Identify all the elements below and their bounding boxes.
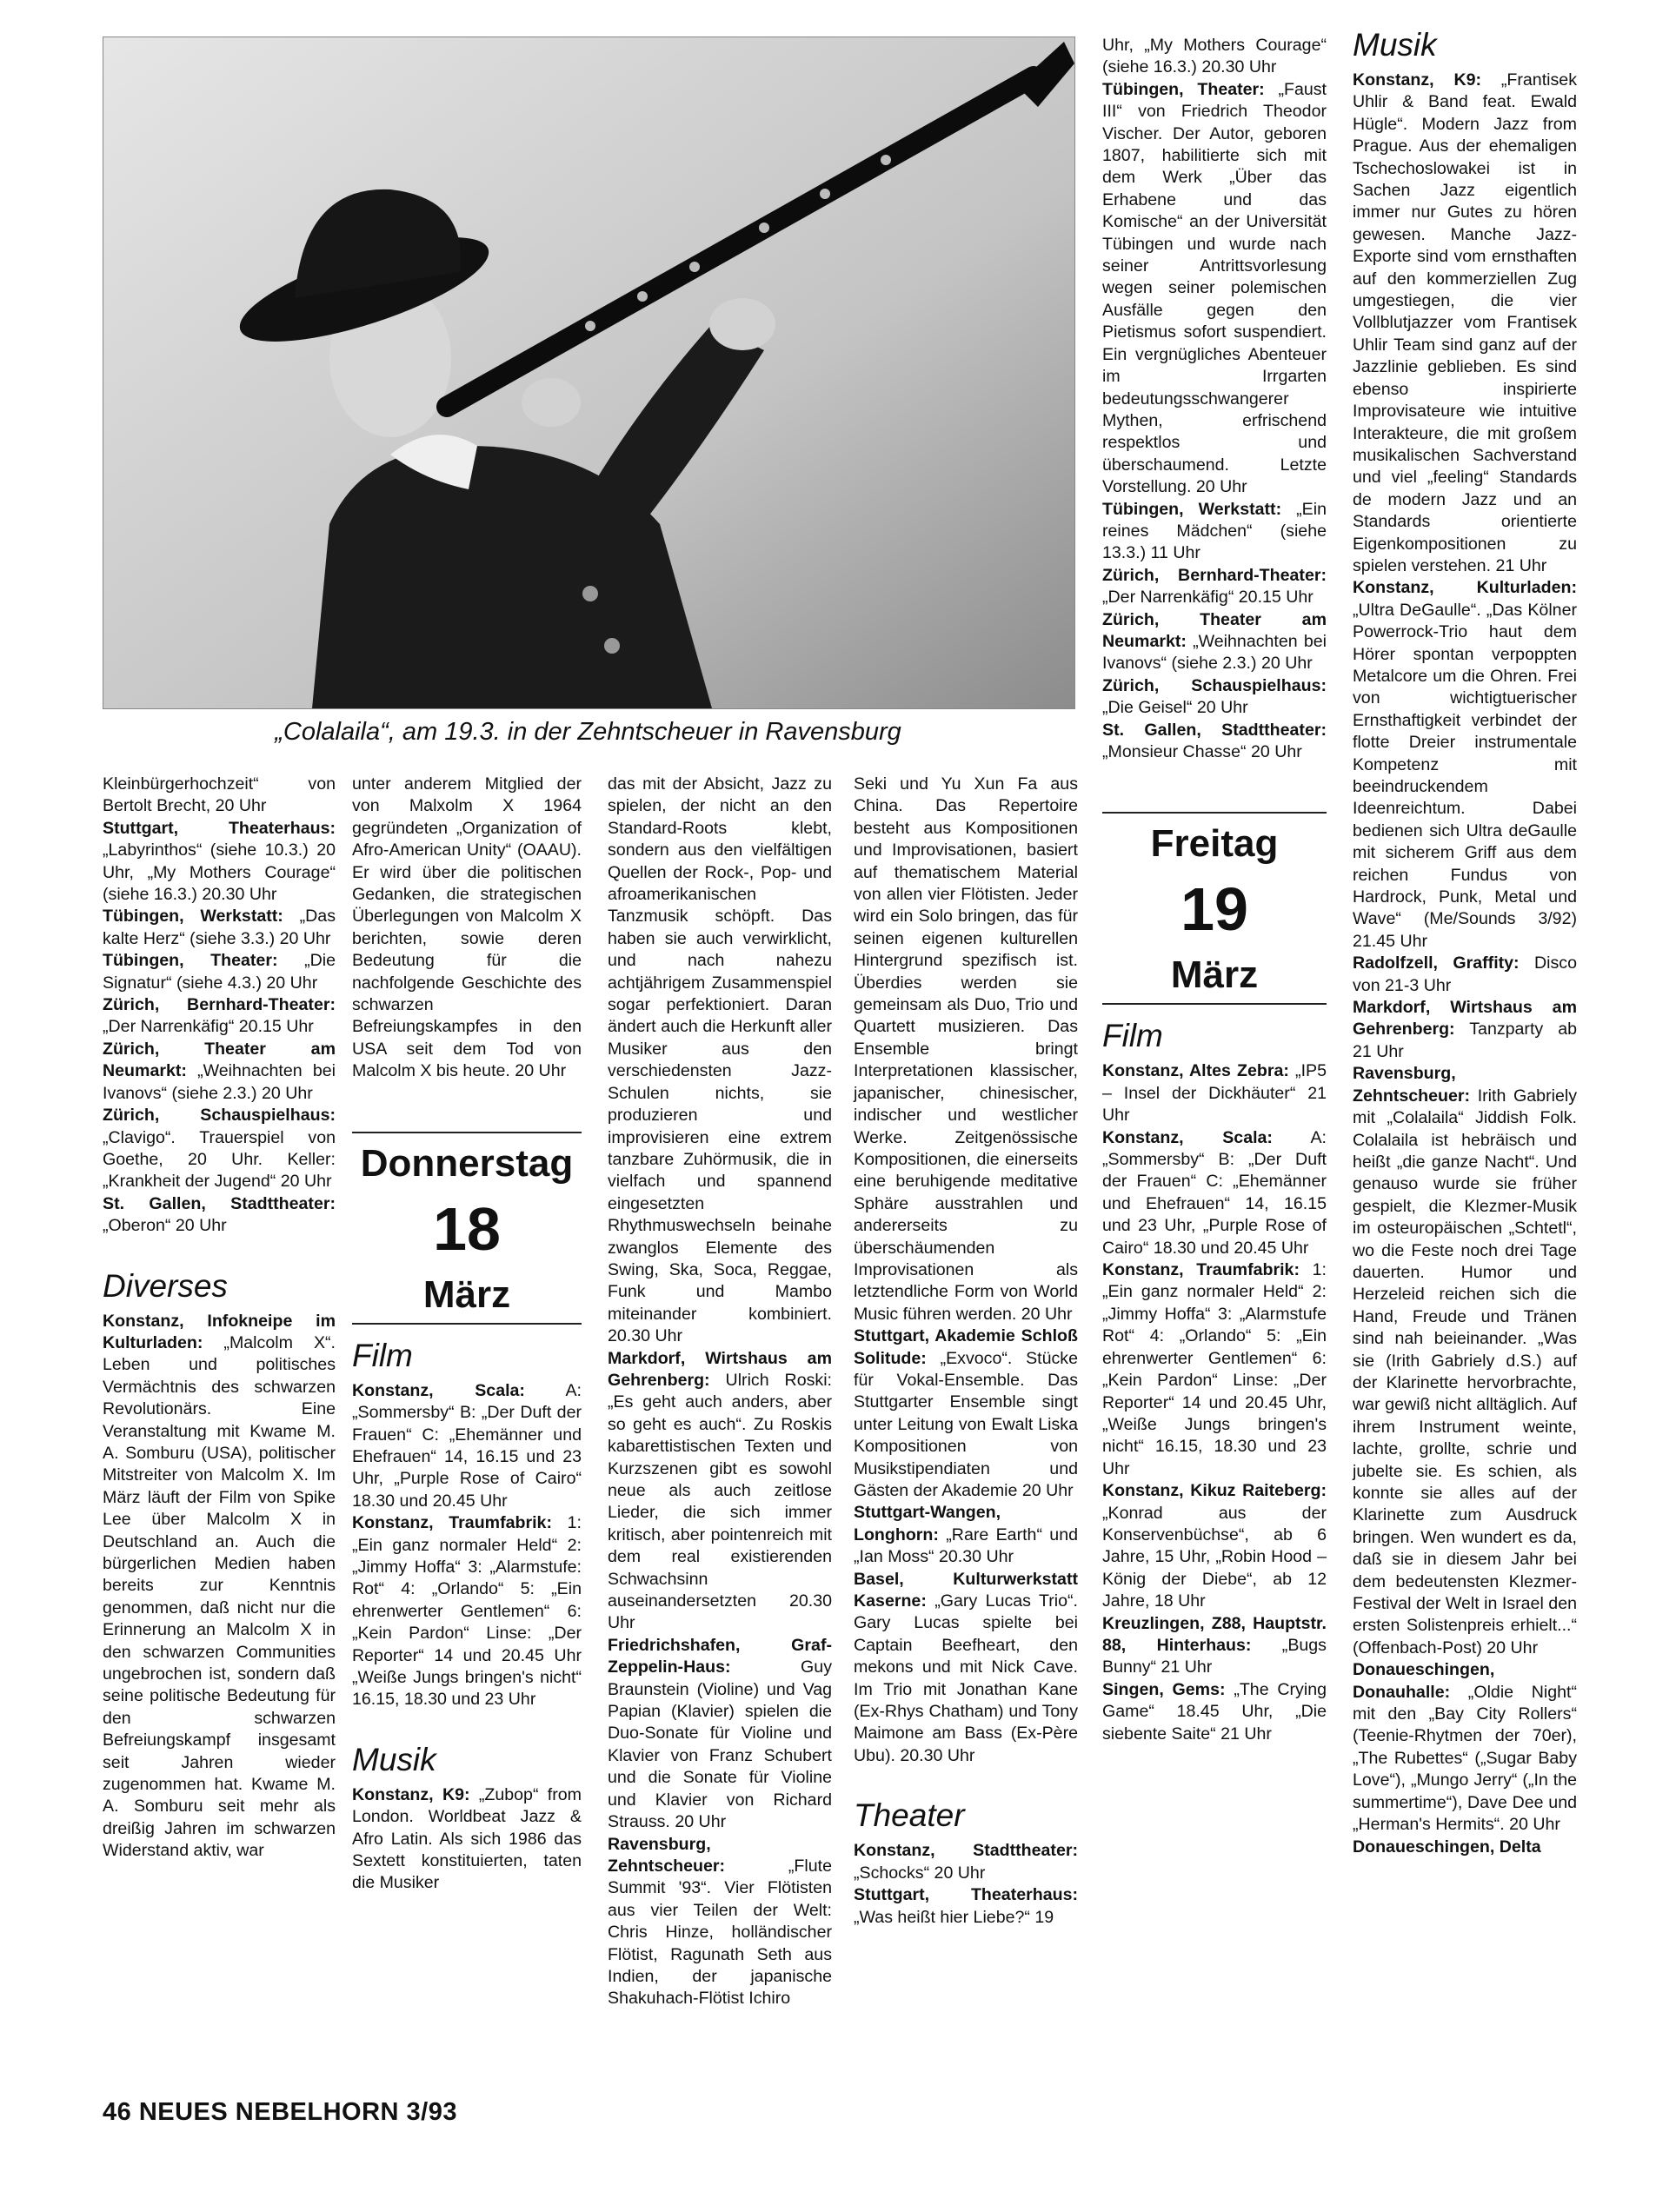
listing-entry [608, 1635, 832, 1834]
day-name: Freitag [1150, 822, 1279, 866]
col2-lead-text: unter anderem Mitglied der von Malxolm X 1964 gegründeten „Organization of Afro-American Unity“ (OAAU). Er wird über die politischen Gedanken, die strategischen Überlegungen von Malcolm X berichten, sowie deren Bedeutung für die nachfolgende Geschichte des schwarzen Befreiungskampfes in den USA seit dem Tod von Malcolm X bis heute. 20 Uhr [352, 774, 582, 1081]
clarinet-player-photo [103, 37, 1075, 709]
venue-name: Radolfzell, Graffity: [1353, 953, 1520, 973]
listing-text: „Die Signatur“ (siehe 4.3.) 20 Uhr [103, 951, 336, 993]
column-5 [1102, 35, 1327, 1745]
col4-theater [854, 1840, 1078, 1929]
column-6 [1353, 26, 1577, 1858]
day-header-friday [1102, 812, 1327, 1005]
listing-text: „Was heißt hier Liebe?“ 19 [854, 1907, 1054, 1927]
venue-name: Stuttgart-Wangen, Longhorn: [854, 1503, 1001, 1544]
listing-text: „Die Geisel“ 20 Uhr [1102, 698, 1248, 718]
listing-entry [103, 1311, 336, 1863]
venue-name: Donaueschingen, Donauhalle: [1353, 1660, 1495, 1702]
listing-text: Guy Braunstein (Violine) und Vag Papian (Klavier) spielen die Duo-Sonate für Violine und Klavier von Franz Schubert und die Sonate für Violine und Klavier von Richard Strauss. 20 Uhr [608, 1657, 832, 1832]
venue-name: Konstanz, Kikuz Raiteberg: [1102, 1481, 1327, 1501]
listing-text: „Das kalte Herz“ (siehe 3.3.) 20 Uhr [103, 907, 336, 948]
col5-lead-text: Uhr, „My Mothers Courage“ (siehe 16.3.) 20.30 Uhr [1102, 36, 1327, 77]
col3-entries [608, 1348, 832, 2010]
venue-name: Stuttgart, Akademie Schloß Solitude: [854, 1326, 1078, 1368]
listing-entry [1353, 997, 1577, 1063]
day-month: März [422, 1272, 511, 1316]
venue-name: Konstanz, Stadttheater: [854, 1841, 1078, 1861]
venue-name: Basel, Kulturwerkstatt Kaserne: [854, 1569, 1078, 1611]
listing-text: „Konrad aus der Konservenbüchse“, ab 6 Jahre, 15 Uhr, „Robin Hood – König der Diebe“, ab 12 Jahre, 18 Uhr [1102, 1503, 1327, 1611]
venue-name: Donaueschingen, Delta [1353, 1837, 1541, 1857]
listing-entry [103, 1193, 336, 1238]
listing-entry [352, 1512, 582, 1711]
listing-entry [854, 1884, 1078, 1929]
listing-text: „Clavigo“. Trauerspiel von Goethe, 20 Uhr. Keller: „Krankheit der Jugend“ 20 Uhr [103, 1127, 336, 1192]
venue-name: Ravensburg, Zehntscheuer: [1353, 1064, 1471, 1106]
listing-entry [1102, 1259, 1327, 1480]
section-heading-film: Film [1102, 1018, 1163, 1054]
col1-entries [103, 774, 336, 1238]
listing-entry [1102, 1480, 1327, 1612]
listing-entry [1102, 720, 1327, 764]
venue-name: Kreuzlingen, Z88, Hauptstr. 88, Hinterhaus: [1102, 1613, 1327, 1655]
day-number: 18 [433, 1194, 501, 1263]
listing-entry [1353, 577, 1577, 953]
day-name: Donnerstag [360, 1141, 574, 1185]
listing-text: „Malcolm X“. Leben und politisches Vermächtnis des schwarzen Revolutionärs. Eine Veranstaltung mit Kwame M. A. Somburu (USA), politischer Mitstreiter von Malcolm X. Im März läuft der Film von Spike Lee über Malcolm X in Deutschland an. Auch die bürgerlichen Medien haben bereits zur Kenntnis genommen, daß nicht nur die Erinnerung an Malcolm X in den schwarzen Communities ungebrochen ist, sondern daß seine politische Bedeutung für den schwarzen Befreiungskampf insgesamt seit Jahren wieder zugenommen hat. Kwame M. A. Somburu seit mehr als dreißig Jahren im schwarzen Widerstand aktiv, war [103, 1332, 336, 1861]
listing-text: Kleinbürgerhochzeit“ von Bertolt Brecht, 20 Uhr [103, 774, 336, 816]
venue-name: Konstanz, Infokneipe im Kulturladen: [103, 1311, 336, 1352]
venue-name: Zürich, Theater am Neumarkt: [1102, 609, 1327, 651]
col5-entries [1102, 79, 1327, 764]
venue-name: Tübingen, Theater: [1102, 79, 1265, 99]
venue-name: Stuttgart, Theaterhaus: [103, 818, 336, 838]
section-heading-theater: Theater [854, 1797, 965, 1834]
listing-entry [352, 1380, 582, 1512]
col3-lead-text: das mit der Absicht, Jazz zu spielen, der nicht an den Standard-Roots klebt, sondern aus den vielfältigen Quellen der Rock-, Pop- und afroamerikanischen Tanzmusik schöpft. Das haben sie auch verwirklicht, und nach nahezu achtjährigem Zusammenspiel sogar perfektioniert. Daran ändert auch die Herkunft aller Musiker aus den verschiedensten Jazz-Schulen nichts, sie produzieren und improvisieren eine extrem tanzbare Zuhörmusik, die in vielfach und spannend eingesetzten Rhythmuswechseln beinahe zwanglos Elemente des Swing, Ska, Soca, Reggae, Funk und Mambo miteinander kombiniert. 20.30 Uhr [608, 774, 832, 1346]
listing-text: „Bugs Bunny“ 21 Uhr [1102, 1635, 1327, 1677]
venue-name: Konstanz, Kulturladen: [1353, 578, 1577, 598]
listing-entry [1353, 1659, 1577, 1836]
venue-name: Tübingen, Theater: [103, 951, 278, 971]
listing-text: „Der Narrenkäfig“ 20.15 Uhr [1102, 588, 1314, 608]
listing-entry [1102, 1679, 1327, 1745]
listing-text: „Zubop“ from London. Worldbeat Jazz & Afro Latin. Als sich 1986 das Sextett konstituierten, taten die Musiker [352, 1784, 582, 1893]
venue-name: Konstanz, Traumfabrik: [352, 1513, 552, 1533]
listing-text: „Schocks“ 20 Uhr [854, 1863, 986, 1883]
listing-text: „Der Narrenkäfig“ 20.15 Uhr [103, 1017, 314, 1037]
listing-text: „Ultra DeGaulle“. „Das Kölner Powerrock-Trio haut dem Hörer spontan verpoppten Metalcore um die Ohren. Frei von wichtigtuerischer Ernsthaftigkeit verbindet der flotte Dreier instrumentale Kompetenz mit beeindruckendem Ideenreichtum. Dabei bedienen sich Ultra deGaulle mit sicherem Griff aus dem reichen Fundus von Hardrock, Punk, Metal und Wave“ (Me/Sounds 3/92) 21.45 Uhr [1353, 600, 1577, 951]
listing-text: „Labyrinthos“ (siehe 10.3.) 20 Uhr, „My Mothers Courage“ (siehe 16.3.) 20.30 Uhr [103, 840, 336, 905]
listing-text: Tanzparty ab 21 Uhr [1353, 1020, 1577, 1061]
section-heading-diverses: Diverses [103, 1267, 228, 1304]
listing-text: „Faust III“ von Friedrich Theodor Vischer. Der Autor, geboren 1807, habilitierte sich mit dem Werk „Über das Erhabene und das Komische“ an der Universität Tübingen und wurde nach seiner Antrittsvorlesung wegen seiner polemischen Ausfälle gegen den Pietismus sofort suspendiert. Ein vergnügliches Abenteuer im Irrgarten bedeutungsschwangerer Mythen, erfrischend respektlos und überschaumend. Letzte Vorstellung. 20 Uhr [1102, 79, 1327, 497]
listing-entry [854, 1325, 1078, 1502]
listing-entry [854, 1569, 1078, 1768]
venue-name: St. Gallen, Stadttheater: [103, 1193, 336, 1213]
venue-name: Konstanz, Scala: [1102, 1127, 1273, 1147]
venue-name: Konstanz, Traumfabrik: [1102, 1260, 1300, 1280]
listing-text: 1: „Ein ganz normaler Held“ 2: „Jimmy Hoffa“ 3: „Alarmstufe Rot“ 4: „Orlando“ 5: „Ein ehrenwerter Gentlemen“ 6: „Kein Pardon“ Linse: „Der Reporter“ 14 und 20.45 Uhr, „Weiße Jungs bringen's nicht“ 16.15, 18.30 und 23 Uhr [1102, 1260, 1327, 1478]
listing-text: A: „Sommersby“ B: „Der Duft der Frauen“ C: „Ehemänner und Ehefrauen“ 14, 16.15 und 23 Uhr, „Purple Rose of Cairo“ 18.30 und 20.45 Uhr [352, 1380, 582, 1511]
listing-entry [854, 1502, 1078, 1568]
listing-entry [103, 950, 336, 994]
listing-entry [1102, 565, 1327, 609]
listing-entry [103, 906, 336, 950]
listing-entry [1102, 1613, 1327, 1679]
venue-name: Konstanz, Altes Zebra: [1102, 1061, 1289, 1081]
column-2 [352, 774, 582, 1895]
col5-film [1102, 1060, 1327, 1745]
day-header-thursday [352, 1132, 582, 1325]
listing-entry [1353, 953, 1577, 997]
col4-lead-text: Seki und Yu Xun Fa aus China. Das Repertoire besteht aus Kompositionen und Improvisationen, basiert auf thematischem Material von allen vier Flötisten. Jeder wird ein Solo bringen, das für seinen eigenen kulturellen Hintergrund spezifisch ist. Überdies werden sie gemeinsam als Duo, Trio und Quartett musizieren. Das Ensemble bringt Interpretationen klassischer, japanischer, chinesischer, indischer und westlicher Werke. Zeitgenössische Kompositionen, die einerseits eine beruhigende meditative Sphäre ausstrahlen und andererseits zu überschäumenden Improvisationen als letztendliche Form von World Music führen werden. 20 Uhr [854, 774, 1078, 1324]
venue-name: Tübingen, Werkstatt: [1102, 499, 1282, 519]
listing-entry [608, 1348, 832, 1635]
page-footer: 46 NEUES NEBELHORN 3/93 [103, 2098, 457, 2126]
listing-text: „Monsieur Chasse“ 20 Uhr [1102, 742, 1302, 761]
venue-name: Konstanz, K9: [352, 1784, 470, 1804]
listing-text: A: „Sommersby“ B: „Der Duft der Frauen“ C: „Ehemänner und Ehefrauen“ 14, 16.15 und 23 Uhr, „Purple Rose of Cairo“ 18.30 und 20.45 Uhr [1102, 1127, 1327, 1258]
listing-entry [854, 1840, 1078, 1884]
photo-caption: „Colalaila“, am 19.3. in der Zehntscheuer in Ravensburg [275, 718, 901, 746]
venue-name: Zürich, Schauspielhaus: [103, 1106, 336, 1126]
venue-name: Tübingen, Werkstatt: [103, 907, 283, 927]
listing-text: „Ein reines Mädchen“ (siehe 13.3.) 11 Uhr [1102, 499, 1327, 563]
section-heading-musik: Musik [1353, 27, 1437, 63]
column-3 [608, 774, 832, 2010]
listing-entry [103, 818, 336, 907]
listing-text: Irith Gabriely mit „Colalaila“ Jiddish Folk. Colalaila ist hebräisch und heißt „die ganze Nacht“. Und genauso wurde sie früher gespielt, die Klezmer-Musik im osteuropäischen „Schtetl“, wo die Feste noch drei Tage dauerten. Humor und Herzeleid reichen sich die Hand, Freude und Tränen sind nah beieinander. „Was sie (Irith Gabriely d.S.) auf der Klarinette hervorbrachte, war gewiß nicht alltäglich. Auf ihrem Instrument weinte, lachte, grollte, schrie und jubelte sie. Es schien, als konnte sie alles auf der Klarinette zum Ausdruck bringen. Wen wundert es da, daß sie in diesem Jahr bei dem bedeutensten Klezmer-Festival der Welt in Israel den ersten Solistenpreis erhielt...“ (Offenbach-Post) 20 Uhr [1353, 1086, 1577, 1657]
venue-name: Zürich, Theater am Neumarkt: [103, 1039, 336, 1081]
listing-entry [103, 1039, 336, 1105]
section-heading-musik: Musik [352, 1741, 436, 1777]
venue-name: Markdorf, Wirtshaus am Gehrenberg: [1353, 998, 1577, 1040]
venue-name: Zürich, Schauspielhaus: [1102, 675, 1327, 695]
venue-name: Friedrichshafen, Graf-Zeppelin-Haus: [608, 1635, 832, 1677]
listing-entry [1102, 675, 1327, 720]
venue-name: St. Gallen, Stadttheater: [1102, 720, 1327, 740]
col4-entries [854, 1325, 1078, 1767]
col1-entries2 [103, 1311, 336, 1863]
venue-name: Zürich, Bernhard-Theater: [1102, 565, 1327, 585]
listing-entry [1353, 70, 1577, 577]
listing-entry [1102, 609, 1327, 675]
column-4 [854, 774, 1078, 1929]
listing-text: „Weihnachten bei Ivanovs“ (siehe 2.3.) 20 Uhr [103, 1061, 336, 1103]
listing-text: „Weihnachten bei Ivanovs“ (siehe 2.3.) 20 Uhr [1102, 631, 1327, 674]
listing-text: Ulrich Roski: „Es geht auch anders, aber so geht es auch“. Zu Roskis kabarettistischen Texten und Kurzszenen gibt es sowohl neue als auch zeitlose Lieder, die sich immer kritisch, aber pointenreich mit dem real existierenden Schwachsinn auseinandersetzten 20.30 Uhr [608, 1370, 832, 1633]
listing-entry [1353, 1063, 1577, 1659]
listing-entry [103, 994, 336, 1039]
listing-entry [1102, 499, 1327, 565]
listing-text: „Gary Lucas Trio“. Gary Lucas spielte bei Captain Beefheart, den mekons und mit Nick Cave. Im Trio mit Jonathan Kane (Ex-Rhys Chatham) und Tony Maimone am Bass (Ex-Père Ubu). 20.30 Uhr [854, 1591, 1078, 1765]
listing-text: 1: „Ein ganz normaler Held“ 2: „Jimmy Hoffa“ 3: „Alarmstufe: Rot“ 4: „Orlando“ 5: „Ein ehrenwerter Gentlemen“ 6: „Kein Pardon“ Linse: „Der Reporter“ 14 und 20.45 Uhr „Weiße Jungs bringen's nicht“ 16.15, 18.30 und 23 Uhr [352, 1513, 582, 1710]
listing-entry [352, 1784, 582, 1895]
listing-entry [103, 1105, 336, 1193]
listing-entry [1102, 1127, 1327, 1259]
listing-text: „Frantisek Uhlir & Band feat. Ewald Hügle“. Modern Jazz from Prague. Aus der ehemaligen Tschechoslowakei ist in Sachen Jazz eigentlich immer nur Gutes zu hören gewesen. Manche Jazz-Exporte sind vom ernsthaften auf den kommerziellen Zug umgestiegen, die vier Vollblutjazzer vom Frantisek Uhlir Team sind ganz auf der Jazzlinie geblieben. Es sind ebenso inspirierte Improvisateure wie intuitive Interakteure, die mit großem musikalischen Sachverstand und viel „feeling“ Standards de modern Jazz und an Standards orientierte Eigenkompositionen zu spielen verstehen. 21 Uhr [1353, 70, 1577, 575]
venue-name: Konstanz, Scala: [352, 1380, 525, 1400]
col2-musik [352, 1784, 582, 1895]
listing-text: „The Crying Game“ 18.45 Uhr, „Die siebente Saite“ 21 Uhr [1102, 1679, 1327, 1744]
listing-text: Disco von 21-3 Uhr [1353, 953, 1577, 995]
listing-text: „Rare Earth“ und „Ian Moss“ 20.30 Uhr [854, 1524, 1078, 1567]
venue-name: Stuttgart, Theaterhaus: [854, 1885, 1078, 1905]
day-month: März [1170, 953, 1259, 997]
listing-entry [608, 1834, 832, 2010]
listing-text: „Flute Summit '93“. Vier Flötisten aus vier Teilen der Welt: Chris Hinze, holländischer Flötist, Ragunath Seth aus Indien, der japanische Shakuhach-Flötist Ichiro [608, 1856, 832, 2009]
venue-name: Markdorf, Wirtshaus am Gehrenberg: [608, 1348, 832, 1390]
listing-entry [1102, 79, 1327, 499]
venue-name: Konstanz, K9: [1353, 70, 1482, 90]
section-heading-film: Film [352, 1337, 413, 1373]
listing-entry [1102, 1060, 1327, 1126]
col6-entries [1353, 70, 1577, 1858]
listing-text: „Oberon“ 20 Uhr [103, 1216, 227, 1236]
col2-film [352, 1380, 582, 1711]
listing-entry [103, 774, 336, 818]
listing-text: „Exvoco“. Stücke für Vokal-Ensemble. Das Stuttgarter Ensemble singt unter Leitung von Ewalt Liska Kompositionen von Musikstipendiaten und Gästen der Akademie 20 Uhr [854, 1348, 1078, 1500]
venue-name: Ravensburg, Zehntscheuer: [608, 1834, 726, 1876]
listing-text: „IP5 – Insel der Dickhäuter“ 21 Uhr [1102, 1061, 1327, 1126]
photo-illustration [103, 37, 1074, 708]
day-number: 19 [1181, 875, 1248, 944]
venue-name: Zürich, Bernhard-Theater: [103, 995, 336, 1015]
listing-text: „Oldie Night“ mit den „Bay City Rollers“ (Teenie-Rhytmen der 70er), „The Rubettes“ („Sugar Baby Love“), „Mungo Jerry“ („In the summertime“), Dave Dee und „Herman's Hermits“. 20 Uhr [1353, 1682, 1577, 1835]
listing-entry [1353, 1837, 1577, 1858]
venue-name: Singen, Gems: [1102, 1679, 1226, 1699]
column-1 [103, 774, 336, 1863]
